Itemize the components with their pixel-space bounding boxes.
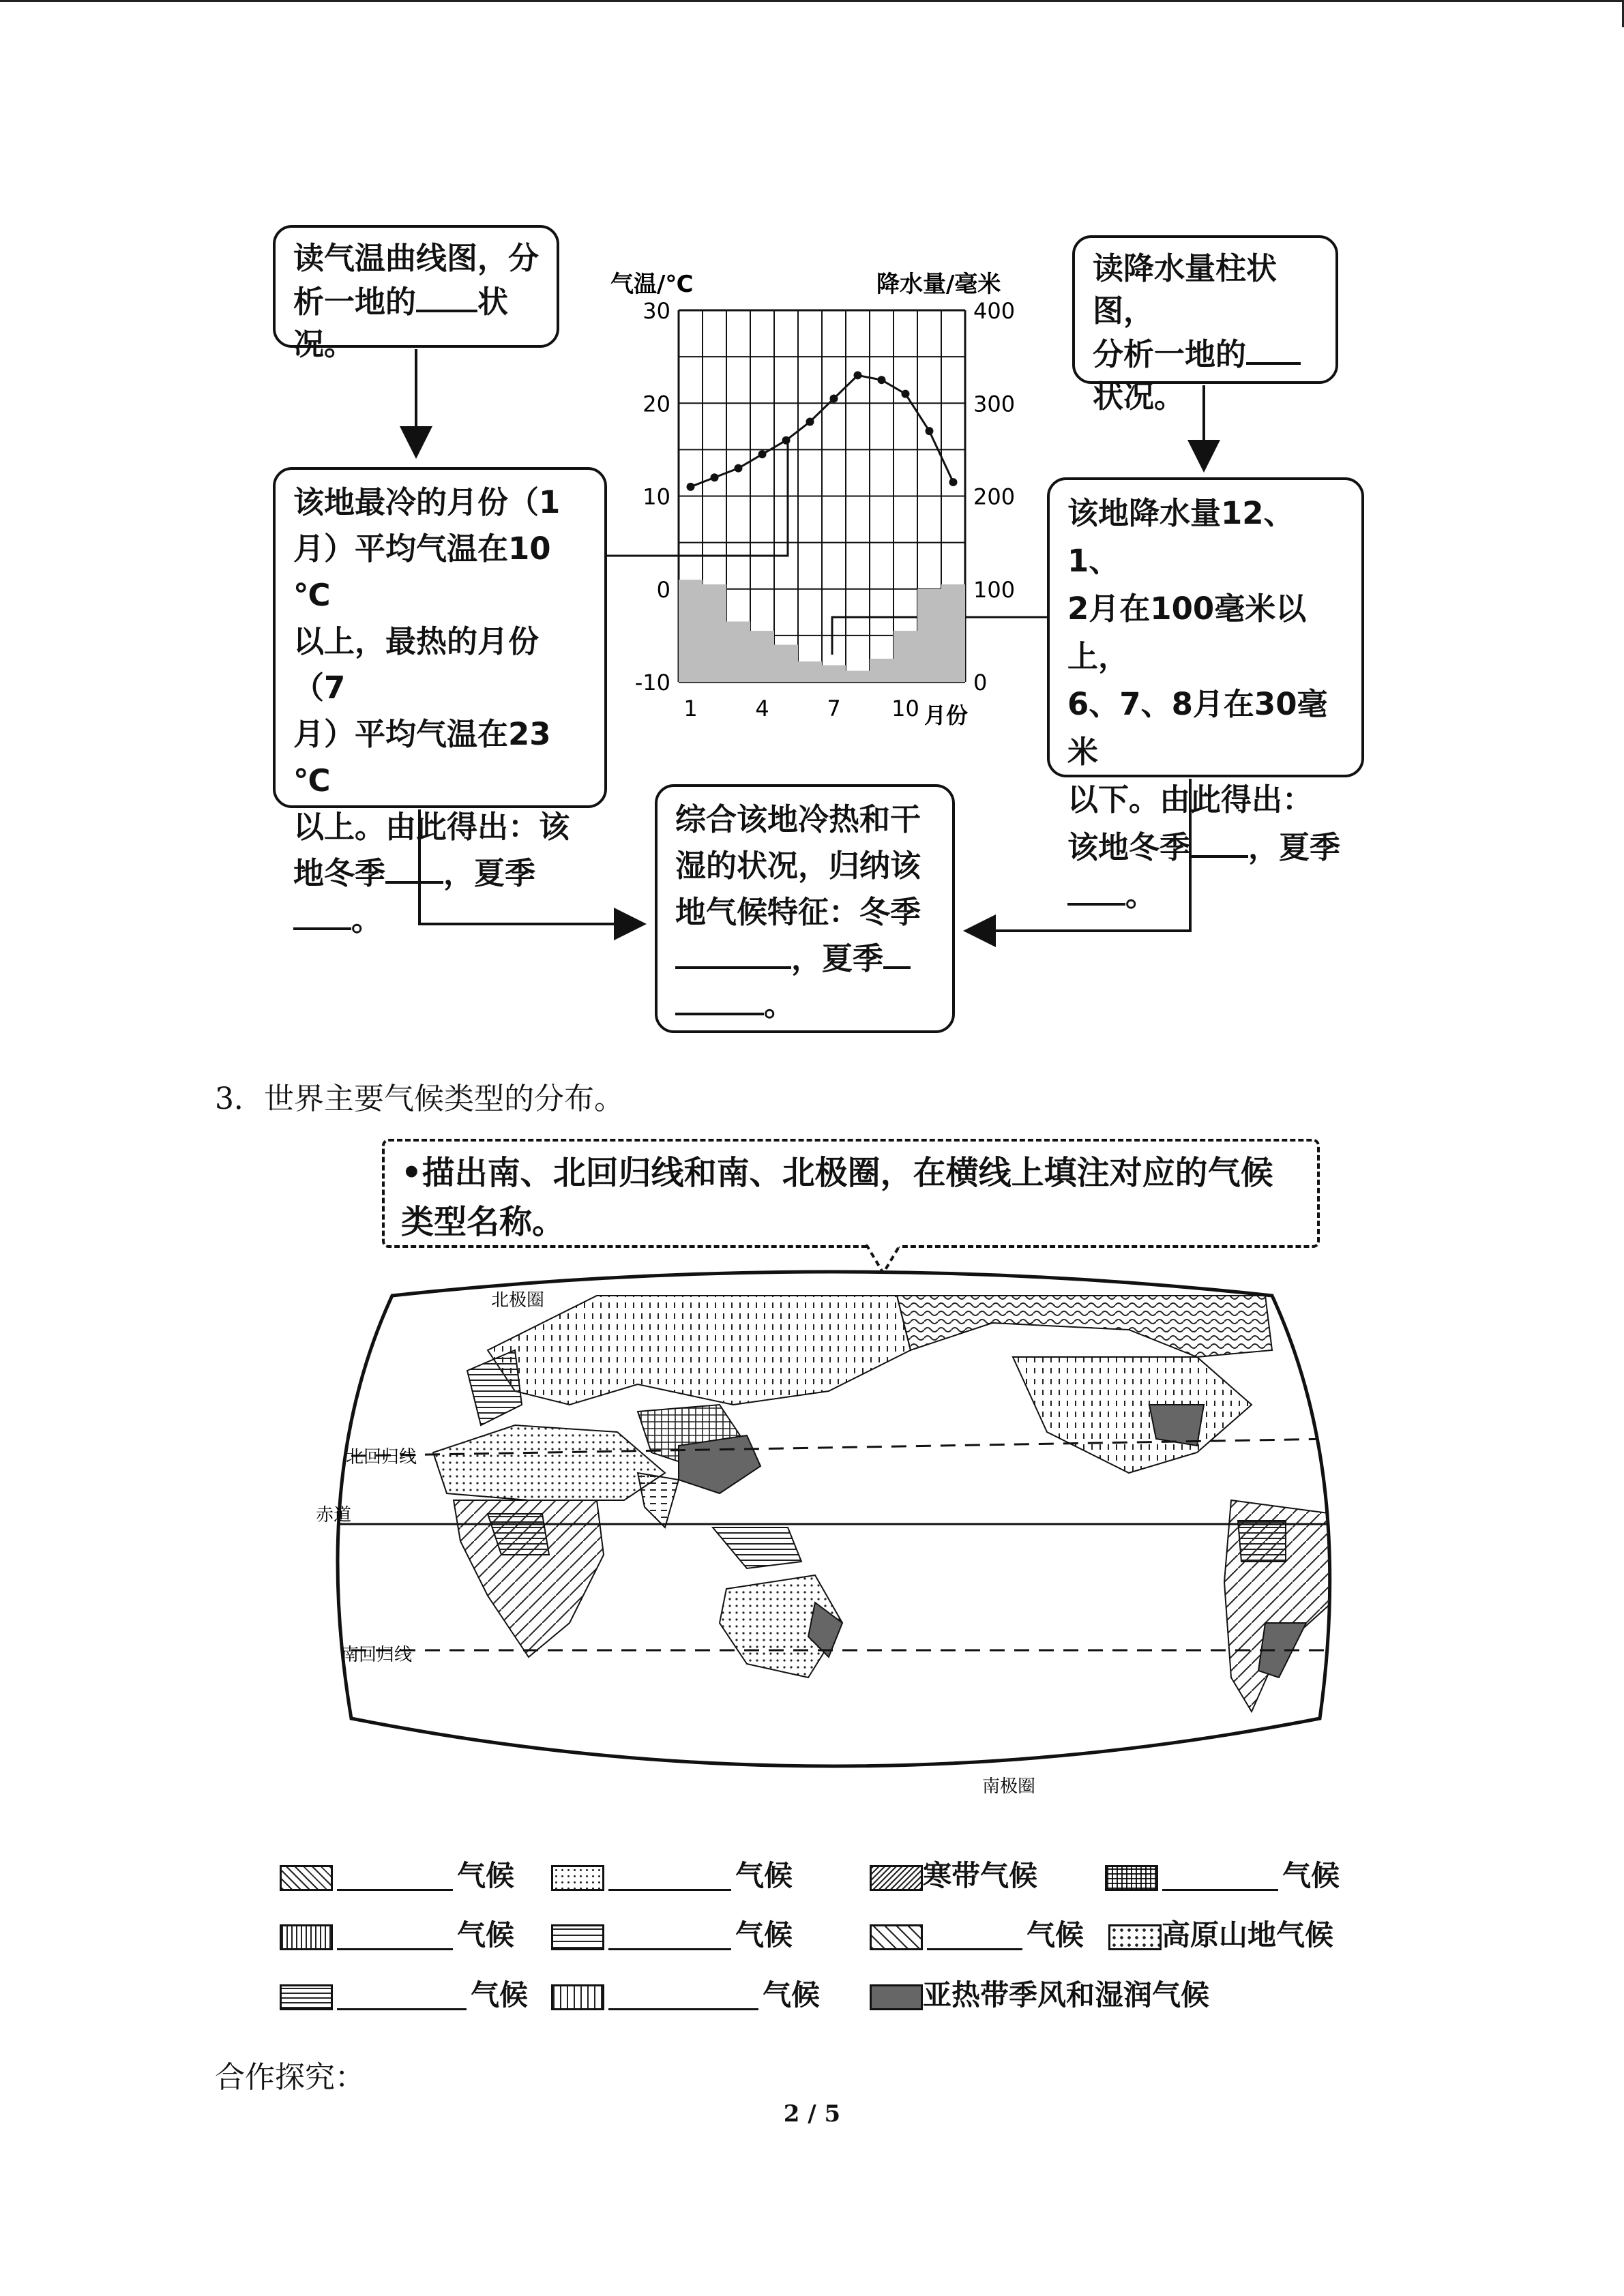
legend-item bbox=[870, 1913, 1084, 1954]
region-amazon bbox=[1238, 1521, 1286, 1562]
precip-tick-label: 300 bbox=[973, 391, 1016, 417]
legend-text: 寒带气候 bbox=[923, 1859, 1038, 1892]
temp-point bbox=[878, 376, 886, 384]
world-climate-map bbox=[310, 1268, 1354, 1814]
text-line: 2月在100毫米以上， bbox=[1067, 591, 1307, 674]
text-line: 以下。由此得出： bbox=[1067, 781, 1314, 818]
text-line: 。 bbox=[764, 987, 795, 1023]
swatch-grid bbox=[1105, 1865, 1158, 1891]
temp-point bbox=[806, 418, 814, 426]
text-line: ，夏季 bbox=[791, 940, 884, 976]
text-line: 分析一地的 bbox=[1093, 336, 1247, 372]
text-line: ，夏季 bbox=[443, 855, 536, 891]
legend-blank[interactable] bbox=[927, 1924, 1022, 1950]
precip-bar bbox=[798, 661, 822, 682]
legend-item bbox=[280, 1973, 528, 2014]
swatch-vdash bbox=[551, 1984, 604, 2010]
arrow-to-summary-left bbox=[419, 809, 641, 924]
legend-item bbox=[870, 1973, 1209, 2014]
legend-item bbox=[551, 1973, 820, 2014]
legend-text: 气候 bbox=[471, 1978, 529, 2012]
page-number: 2 / 5 bbox=[783, 2100, 841, 2128]
swatch-dots bbox=[551, 1865, 604, 1891]
text-line: 6、7、8月在30毫米 bbox=[1067, 686, 1328, 770]
legend-item bbox=[870, 1853, 1037, 1894]
precip-bar bbox=[846, 671, 870, 682]
legend-text: 气候 bbox=[457, 1918, 515, 1952]
cooperative-inquiry-heading: 合作探究： bbox=[215, 2060, 365, 2095]
precip-tick-label: 0 bbox=[973, 670, 988, 696]
legend-item bbox=[280, 1913, 514, 1954]
text-line: 综合该地冷热和干 bbox=[675, 801, 921, 837]
precip-axis-label: 降水量/毫米 bbox=[876, 271, 1001, 298]
legend-item bbox=[551, 1913, 793, 1954]
swatch-wave bbox=[870, 1865, 923, 1891]
precip-tick-label: 200 bbox=[973, 483, 1016, 510]
x-tick-label: 7 bbox=[827, 696, 841, 721]
legend-text: 高原山地气候 bbox=[1162, 1918, 1334, 1952]
x-tick-label: 4 bbox=[755, 696, 769, 721]
arrow-to-summary-right bbox=[969, 779, 1190, 931]
precip-bar bbox=[774, 645, 798, 683]
temp-point bbox=[758, 450, 767, 458]
label-tropic-cancer: 北回归线 bbox=[346, 1447, 417, 1467]
legend-item bbox=[280, 1853, 514, 1894]
temp-point bbox=[949, 478, 958, 486]
legend-blank[interactable] bbox=[337, 1924, 453, 1950]
legend-blank[interactable] bbox=[608, 1924, 731, 1950]
temp-point bbox=[902, 390, 910, 398]
legend-text: 气候 bbox=[1027, 1918, 1084, 1952]
temp-point bbox=[711, 473, 719, 481]
legend-text: 气候 bbox=[1282, 1859, 1340, 1892]
precip-tick-label: 400 bbox=[973, 298, 1016, 324]
text-line: 以上，最热的月份（7 bbox=[293, 623, 540, 706]
text-line: 湿的状况，归纳该 bbox=[675, 848, 921, 884]
temp-tick-label: 20 bbox=[643, 391, 670, 417]
swatch-highland bbox=[1108, 1924, 1162, 1950]
precip-bar bbox=[870, 659, 894, 682]
text-line: 月）平均气温在10 ℃ bbox=[293, 531, 551, 613]
legend-text: 气候 bbox=[763, 1978, 821, 2012]
swatch-hlines bbox=[280, 1984, 333, 2010]
temp-point bbox=[687, 483, 695, 491]
precip-bar bbox=[894, 631, 917, 682]
legend-blank[interactable] bbox=[608, 1984, 758, 2010]
label-tropic-capricorn: 南回归线 bbox=[341, 1645, 413, 1665]
swatch-diag bbox=[280, 1865, 333, 1891]
x-tick-label: 10 bbox=[891, 696, 919, 721]
temp-point bbox=[782, 436, 791, 445]
text-line: 析一地的 bbox=[293, 284, 417, 320]
text-line: 读气温曲线图，分 bbox=[293, 240, 540, 276]
x-axis-label: 月份 bbox=[924, 702, 969, 728]
swatch-vlines bbox=[280, 1924, 333, 1950]
temp-tick-label: 30 bbox=[643, 298, 670, 324]
legend-item bbox=[1108, 1913, 1333, 1954]
temp-point bbox=[735, 464, 743, 473]
temp-axis-label: 气温/℃ bbox=[610, 271, 694, 298]
text-line: 状况。 bbox=[1093, 378, 1185, 415]
climate-chart bbox=[600, 266, 1044, 730]
swatch-dark bbox=[870, 1984, 923, 2010]
precip-bar bbox=[822, 665, 846, 682]
legend-text: 气候 bbox=[735, 1859, 793, 1892]
text-line: ，夏季 bbox=[1248, 829, 1341, 865]
temp-tick-label: -10 bbox=[634, 670, 670, 696]
legend-text: 气候 bbox=[457, 1859, 515, 1892]
swatch-bigdiag bbox=[870, 1924, 923, 1950]
section-3-heading: 3．世界主要气候类型的分布。 bbox=[215, 1082, 624, 1116]
legend-item bbox=[551, 1853, 793, 1894]
precip-tick-label: 100 bbox=[973, 576, 1016, 603]
legend-blank[interactable] bbox=[608, 1864, 731, 1891]
legend-text: 亚热带季风和湿润气候 bbox=[923, 1978, 1210, 2012]
legend-row-2 bbox=[0, 1913, 1624, 1954]
temp-tick-label: 10 bbox=[643, 483, 670, 510]
legend-row-1 bbox=[0, 1853, 1624, 1894]
text-line: 地冬季 bbox=[293, 855, 386, 891]
label-arctic-circle: 北极圈 bbox=[491, 1290, 545, 1311]
legend-blank[interactable] bbox=[1162, 1864, 1278, 1891]
legend-blank[interactable] bbox=[337, 1864, 453, 1891]
temp-point bbox=[854, 371, 862, 379]
temp-point bbox=[926, 427, 934, 435]
precip-bar bbox=[679, 580, 703, 682]
legend-text: 气候 bbox=[735, 1918, 793, 1952]
precip-bar bbox=[726, 621, 750, 682]
legend-blank[interactable] bbox=[337, 1984, 467, 2010]
text-line: 该地降水量12、1、 bbox=[1067, 495, 1295, 579]
legend-item bbox=[1105, 1853, 1340, 1894]
text-line: 读降水量柱状图， bbox=[1093, 250, 1278, 329]
temp-point bbox=[830, 394, 838, 402]
text-line: 。 bbox=[351, 901, 383, 938]
temp-tick-label: 0 bbox=[656, 576, 670, 603]
instruction-callout: •描出南、北回归线和南、北极圈，在横线上填注对应的气候类型名称。 bbox=[382, 1139, 1320, 1248]
text-line: 状况。 bbox=[293, 284, 509, 362]
precip-bar bbox=[750, 631, 774, 682]
region-us-southeast bbox=[1149, 1405, 1204, 1446]
text-line: 月）平均气温在23 ℃ bbox=[293, 716, 551, 799]
precip-bar bbox=[941, 584, 965, 682]
precip-bar bbox=[703, 584, 726, 682]
text-line: 该地最冷的月份（1 bbox=[293, 484, 561, 520]
text-line: 地气候特征：冬季 bbox=[675, 894, 921, 930]
region-antarctica bbox=[515, 1773, 1197, 1814]
label-antarctic-circle: 南极圈 bbox=[982, 1776, 1036, 1797]
precip-bar bbox=[917, 589, 941, 682]
text-line: 。 bbox=[1125, 877, 1157, 913]
swatch-hdash bbox=[551, 1924, 604, 1950]
text-line: 以上。由此得出：该 bbox=[293, 809, 570, 845]
label-equator: 赤道 bbox=[316, 1505, 352, 1525]
legend-row-3 bbox=[0, 1973, 1624, 2014]
text-line: 该地冬季 bbox=[1067, 829, 1191, 865]
x-tick-label: 1 bbox=[683, 696, 698, 721]
